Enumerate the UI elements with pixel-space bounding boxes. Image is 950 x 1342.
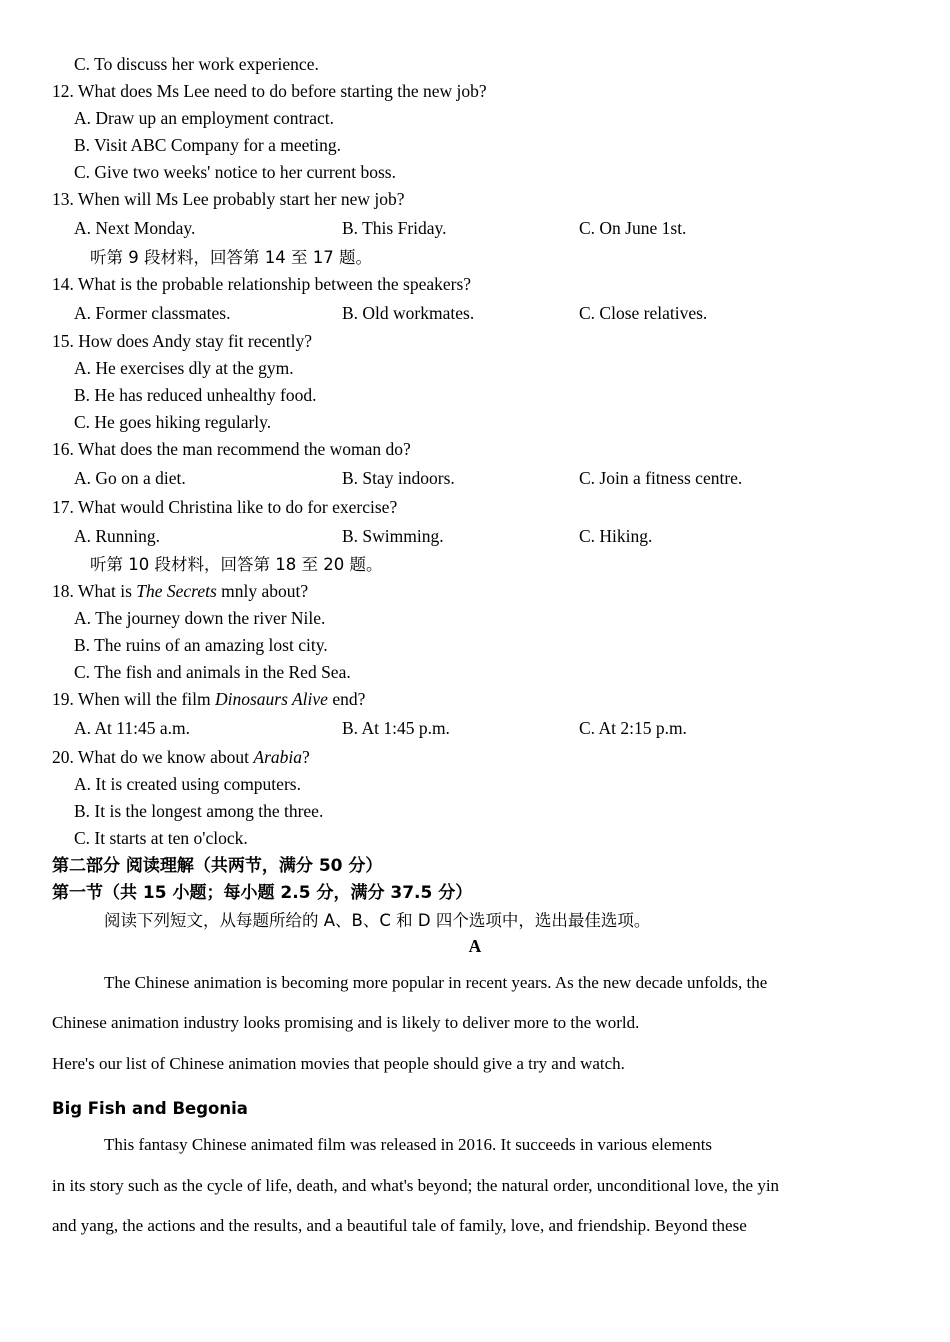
- question-18-stem: [52, 583, 898, 601]
- question-19-option-b: B. At 1:45 p.m.: [342, 718, 450, 738]
- passage-paragraph-2-line-2: in its story such as the cycle of life, death, and what's beyond; the natural order, unconditional love, the yin: [52, 1175, 780, 1195]
- passage-paragraph-1-line-1: The Chinese animation is becoming more popular in recent years. As the new decade unfolds, the: [104, 973, 768, 993]
- question-20-stem-pre: 20. What do we know about: [52, 746, 254, 767]
- listening-instruction-9: 听第 9 段材料，回答第 14 至 17 题。: [90, 247, 372, 267]
- question-16-option-c: C. Join a fitness centre.: [579, 468, 743, 488]
- question-14-options: [52, 303, 898, 324]
- passage-paragraph-2-line-1: This fantasy Chinese animated film was released in 2016. It succeeds in various elements: [104, 1135, 713, 1155]
- question-20-stem-post: ?: [302, 746, 310, 767]
- question-17-option-b: B. Swimming.: [342, 525, 444, 546]
- question-16-options: [52, 468, 898, 489]
- question-16-stem: 16. What does the man recommend the woman do?: [52, 439, 411, 459]
- passage-paragraph-1-line-2: Chinese animation industry looks promising and is likely to deliver more to the world.: [52, 1013, 640, 1033]
- question-12-option-b: B. Visit ABC Company for a meeting.: [74, 135, 341, 155]
- question-19-stem-pre: 19. When will the film: [52, 689, 215, 709]
- question-18-title: The Secrets: [136, 581, 217, 601]
- question-20-option-a: A. It is created using computers.: [74, 773, 301, 794]
- question-13-stem: 13. When will Ms Lee probably start her new job?: [52, 189, 405, 209]
- question-15-stem: 15. How does Andy stay fit recently?: [52, 331, 313, 351]
- question-16-option-b: B. Stay indoors.: [342, 468, 455, 488]
- listening-instruction-10: 听第 10 段材料，回答第 18 至 20 题。: [90, 555, 383, 574]
- part-two-heading: 第二部分 阅读理解（共两节，满分 50 分）: [52, 855, 383, 876]
- question-12-option-c: C. Give two weeks' notice to her current boss.: [74, 162, 396, 182]
- question-12-option-a: A. Draw up an employment contract.: [74, 108, 334, 128]
- question-17-option-a: A. Running.: [74, 525, 161, 546]
- question-17-stem: 17. What would Christina like to do for exercise?: [52, 496, 398, 517]
- question-19-stem-post: end?: [327, 689, 366, 709]
- question-20-option-c: C. It starts at ten o'clock.: [74, 827, 248, 848]
- question-18-stem-pre: 18. What is: [52, 581, 137, 601]
- question-12-stem: 12. What does Ms Lee need to do before starting the new job?: [52, 81, 487, 101]
- question-20-title: Arabia: [253, 746, 303, 767]
- listening-instruction-10-wrap: [52, 556, 898, 574]
- question-18-option-b: B. The ruins of an amazing lost city.: [74, 635, 328, 655]
- question-14-option-b: B. Old workmates.: [342, 302, 475, 323]
- question-14-option-c: C. Close relatives.: [579, 302, 708, 323]
- part-two-subheading: 第一节（共 15 小题；每小题 2.5 分，满分 37.5 分）: [52, 883, 473, 904]
- question-20-stem: [52, 746, 898, 767]
- passage-letter-a: A: [468, 936, 482, 957]
- question-17-option-c: C. Hiking.: [579, 525, 653, 546]
- question-18-stem-post: mnly about?: [216, 581, 309, 601]
- listening-instruction-9-wrap: [52, 249, 898, 267]
- question-13-option-b: B. This Friday.: [342, 218, 447, 238]
- question-15-option-b: B. He has reduced unhealthy food.: [74, 385, 317, 405]
- document-content: [52, 56, 898, 1247]
- passage-paragraph-1-line-3: Here's our list of Chinese animation movies that people should give a try and watch.: [52, 1053, 625, 1073]
- question-18-option-a: A. The journey down the river Nile.: [74, 608, 326, 628]
- option-line: C. To discuss her work experience.: [74, 54, 319, 74]
- question-13-option-a: A. Next Monday.: [74, 218, 196, 238]
- question-14-option-a: A. Former classmates.: [74, 302, 231, 323]
- question-14-stem: 14. What is the probable relationship between the speakers?: [52, 273, 472, 294]
- question-19-title: Dinosaurs Alive: [215, 689, 328, 709]
- question-15-option-a: A. He exercises dly at the gym.: [74, 358, 294, 378]
- question-13-option-c: C. On June 1st.: [579, 218, 687, 238]
- part-two-instruction: 阅读下列短文，从每题所给的 A、B、C 和 D 四个选项中，选出最佳选项。: [104, 910, 651, 930]
- question-19-stem: [52, 691, 898, 709]
- question-19-option-c: C. At 2:15 p.m.: [579, 718, 687, 738]
- question-18-option-c: C. The fish and animals in the Red Sea.: [74, 662, 351, 682]
- question-13-options: [52, 218, 898, 239]
- passage-subtitle-big-fish-and-begonia: Big Fish and Begonia: [52, 1099, 248, 1119]
- passage-paragraph-2-line-3: and yang, the actions and the results, and a beautiful tale of family, love, and friendship. Beyond these: [52, 1216, 747, 1236]
- question-19-options: [52, 718, 898, 739]
- question-20-option-b: B. It is the longest among the three.: [74, 800, 324, 821]
- question-17-options: [52, 526, 898, 547]
- question-19-option-a: A. At 11:45 a.m.: [74, 718, 191, 738]
- question-16-option-a: A. Go on a diet.: [74, 468, 186, 488]
- question-15-option-c: C. He goes hiking regularly.: [74, 412, 272, 432]
